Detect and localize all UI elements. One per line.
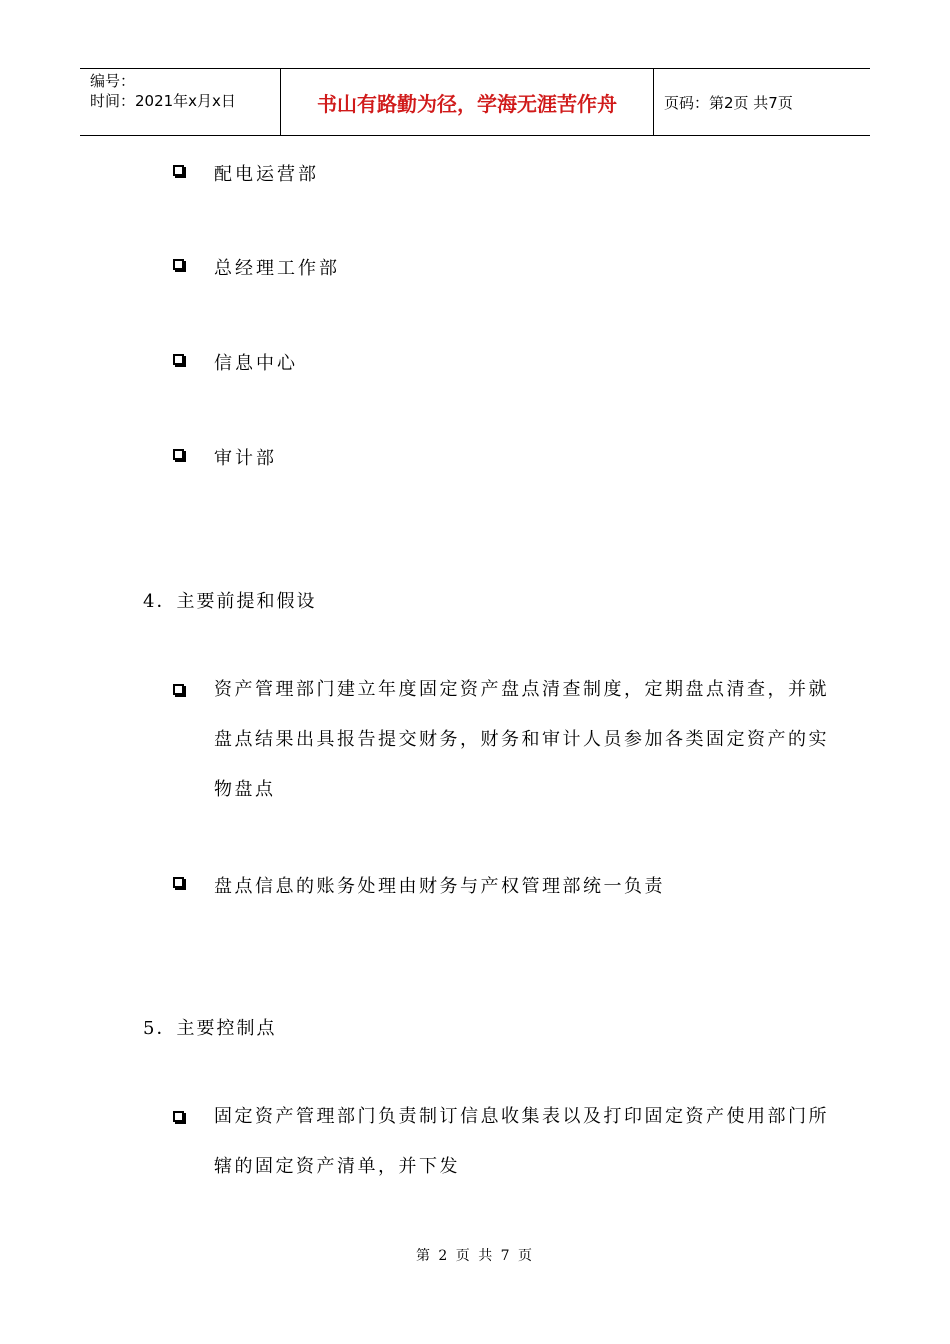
checkbox-bullet-icon — [173, 1111, 184, 1122]
header-motto: 书山有路勤为径，学海无涯苦作舟 — [317, 91, 617, 116]
document-date: 时间：2021年x月x日 — [90, 92, 236, 110]
paragraph — [214, 1092, 829, 1192]
checkbox-bullet-icon — [173, 354, 184, 365]
checkbox-bullet-icon — [173, 684, 184, 695]
paragraph-line: 物盘点 — [214, 779, 276, 800]
checkbox-bullet-icon — [173, 165, 184, 176]
section-heading: 4．主要前提和假设 — [143, 591, 317, 612]
header-meta — [80, 69, 281, 135]
paragraph — [214, 665, 829, 815]
header-motto-cell — [281, 69, 654, 135]
paragraph-line: 盘点结果出具报告提交财务，财务和审计人员参加各类固定资产的实 — [214, 729, 829, 750]
header-page-info-cell — [654, 69, 870, 135]
paragraph-line: 辖的固定资产清单，并下发 — [214, 1156, 460, 1177]
list-item-label: 信息中心 — [214, 353, 298, 374]
checkbox-bullet-icon — [173, 877, 184, 888]
checkbox-bullet-icon — [173, 259, 184, 270]
page-header — [80, 68, 870, 136]
paragraph-line: 固定资产管理部门负责制订信息收集表以及打印固定资产使用部门所 — [214, 1106, 829, 1127]
list-item-label: 审计部 — [214, 448, 277, 469]
checkbox-bullet-icon — [173, 449, 184, 460]
document-number: 编号： — [90, 72, 136, 90]
section-heading: 5．主要控制点 — [143, 1018, 277, 1039]
list-item-label: 总经理工作部 — [214, 258, 340, 279]
paragraph-line: 资产管理部门建立年度固定资产盘点清查制度，定期盘点清查，并就 — [214, 679, 829, 700]
header-page-info: 页码：第2页 共7页 — [664, 93, 793, 112]
list-item-label: 盘点信息的账务处理由财务与产权管理部统一负责 — [214, 876, 665, 897]
page-footer: 第 2 页 共 7 页 — [415, 1248, 535, 1264]
list-item-label: 配电运营部 — [214, 164, 319, 185]
